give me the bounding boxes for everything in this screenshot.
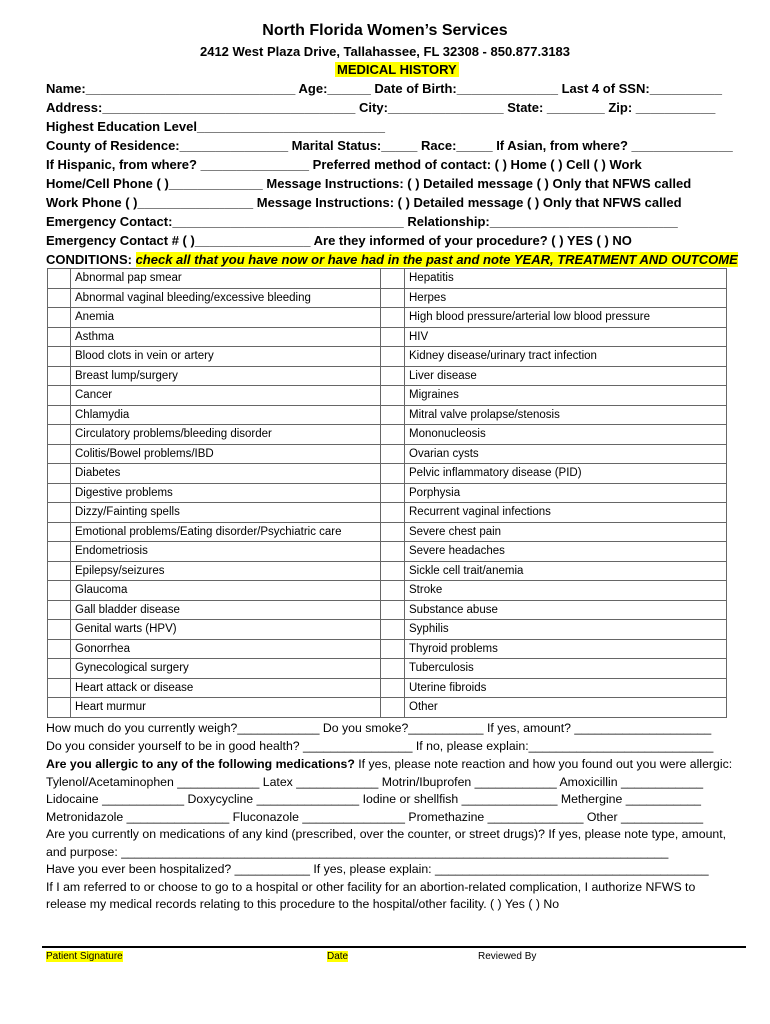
condition-label: Circulatory problems/bleeding disorder (71, 425, 381, 445)
condition-label: Abnormal pap smear (71, 269, 381, 289)
question-medications: Are you currently on medications of any kind (prescribed, over the counter, or street drugs)? If yes, please note type, amount, (46, 827, 727, 841)
conditions-table (47, 268, 727, 718)
condition-row (48, 620, 727, 640)
condition-checkbox[interactable] (48, 444, 71, 464)
condition-label: Gynecological surgery (71, 659, 381, 679)
condition-label: Gonorrhea (71, 639, 381, 659)
condition-checkbox[interactable] (48, 522, 71, 542)
condition-label: Anemia (71, 308, 381, 328)
condition-label: Hepatitis (405, 269, 727, 289)
condition-checkbox[interactable] (48, 386, 71, 406)
allergy-question: Are you allergic to any of the following medications? (46, 757, 355, 771)
condition-row (48, 269, 727, 289)
condition-row (48, 327, 727, 347)
field-county-marital-race[interactable]: County of Residence:_______________ Marital Status:_____ Race:_____ If Asian, from where? ______________ (46, 138, 733, 153)
condition-label: Stroke (405, 581, 727, 601)
condition-checkbox[interactable] (48, 620, 71, 640)
reviewed-by-label: Reviewed By (478, 951, 537, 962)
condition-checkbox[interactable] (48, 288, 71, 308)
condition-label: Migraines (405, 386, 727, 406)
condition-row (48, 678, 727, 698)
condition-checkbox[interactable] (381, 503, 405, 523)
condition-row (48, 405, 727, 425)
condition-label: Ovarian cysts (405, 444, 727, 464)
condition-label: Chlamydia (71, 405, 381, 425)
condition-checkbox[interactable] (48, 405, 71, 425)
condition-row (48, 698, 727, 718)
condition-label: Severe headaches (405, 542, 727, 562)
condition-checkbox[interactable] (48, 308, 71, 328)
condition-checkbox[interactable] (381, 386, 405, 406)
condition-row (48, 288, 727, 308)
condition-checkbox[interactable] (381, 620, 405, 640)
condition-label: Diabetes (71, 464, 381, 484)
condition-checkbox[interactable] (381, 561, 405, 581)
condition-label: Breast lump/surgery (71, 366, 381, 386)
condition-row (48, 659, 727, 679)
question-allergy (46, 757, 732, 771)
condition-label: Heart attack or disease (71, 678, 381, 698)
condition-checkbox[interactable] (381, 366, 405, 386)
condition-label: Mononucleosis (405, 425, 727, 445)
condition-checkbox[interactable] (48, 464, 71, 484)
condition-label: Other (405, 698, 727, 718)
condition-checkbox[interactable] (48, 581, 71, 601)
condition-checkbox[interactable] (381, 600, 405, 620)
release-statement-1: If I am referred to or choose to go to a hospital or other facility for an abortion-related complication, I authorize NFWS to (46, 880, 696, 894)
condition-row (48, 366, 727, 386)
conditions-instruction: check all that you have now or have had in the past and note YEAR, TREATMENT AND OUTCOME (135, 252, 738, 267)
condition-checkbox[interactable] (48, 698, 71, 718)
release-statement-2[interactable]: release my medical records relating to this procedure to the hospital/other facility. ( ) Yes ( ) No (46, 897, 560, 911)
condition-label: High blood pressure/arterial low blood pressure (405, 308, 727, 328)
condition-label: Blood clots in vein or artery (71, 347, 381, 367)
condition-checkbox[interactable] (381, 405, 405, 425)
condition-label: Liver disease (405, 366, 727, 386)
condition-label: Gall bladder disease (71, 600, 381, 620)
conditions-header (46, 252, 738, 267)
condition-checkbox[interactable] (48, 503, 71, 523)
condition-checkbox[interactable] (381, 522, 405, 542)
clinic-address: 2412 West Plaza Drive, Tallahassee, FL 32308 - 850.877.3183 (199, 44, 571, 59)
allergy-row-1[interactable]: Tylenol/Acetaminophen ____________ Latex ____________ Motrin/Ibuprofen ____________ Amoxicillin ____________ (46, 775, 704, 789)
condition-label: Cancer (71, 386, 381, 406)
condition-row (48, 483, 727, 503)
field-emergency-number[interactable]: Emergency Contact # ( )________________ Are they informed of your procedure? ( ) YES ( ) NO (46, 233, 632, 248)
condition-label: Epilepsy/seizures (71, 561, 381, 581)
condition-checkbox[interactable] (48, 561, 71, 581)
condition-label: Recurrent vaginal infections (405, 503, 727, 523)
field-emergency-contact[interactable]: Emergency Contact:________________________________ Relationship:__________________________ (46, 214, 678, 229)
condition-checkbox[interactable] (381, 308, 405, 328)
condition-checkbox[interactable] (381, 327, 405, 347)
field-home-phone[interactable]: Home/Cell Phone ( )_____________ Message Instructions: ( ) Detailed message ( ) Only that NFWS called (46, 176, 692, 191)
condition-label: Substance abuse (405, 600, 727, 620)
condition-checkbox[interactable] (381, 483, 405, 503)
condition-checkbox[interactable] (381, 288, 405, 308)
condition-checkbox[interactable] (381, 347, 405, 367)
condition-label: Syphilis (405, 620, 727, 640)
condition-label: Pelvic inflammatory disease (PID) (405, 464, 727, 484)
form-title: MEDICAL HISTORY (337, 62, 457, 77)
condition-label: Emotional problems/Eating disorder/Psychiatric care (71, 522, 381, 542)
conditions-label: CONDITIONS: (46, 252, 132, 267)
condition-label: Thyroid problems (405, 639, 727, 659)
condition-label: Digestive problems (71, 483, 381, 503)
condition-checkbox[interactable] (48, 659, 71, 679)
condition-checkbox[interactable] (48, 483, 71, 503)
condition-checkbox[interactable] (381, 678, 405, 698)
condition-label: Uterine fibroids (405, 678, 727, 698)
field-work-phone[interactable]: Work Phone ( )________________ Message Instructions: ( ) Detailed message ( ) Only that NFWS called (46, 195, 682, 210)
condition-checkbox[interactable] (381, 698, 405, 718)
field-hispanic-contact[interactable]: If Hispanic, from where? _______________ Preferred method of contact: ( ) Home ( ) Cell ( ) Work (46, 157, 642, 172)
condition-label: Dizzy/Fainting spells (71, 503, 381, 523)
condition-label: Colitis/Bowel problems/IBD (71, 444, 381, 464)
signature-line (42, 946, 746, 948)
field-name-age-dob-ssn[interactable]: Name:_____________________________ Age:______ Date of Birth:______________ Last 4 of SSN:__________ (46, 81, 722, 96)
condition-checkbox[interactable] (381, 581, 405, 601)
condition-checkbox[interactable] (48, 269, 71, 289)
condition-label: Porphysia (405, 483, 727, 503)
condition-label: Tuberculosis (405, 659, 727, 679)
condition-row (48, 542, 727, 562)
question-health[interactable]: Do you consider yourself to be in good health? ________________ If no, please explain:___________________________ (46, 739, 714, 753)
condition-checkbox[interactable] (381, 269, 405, 289)
condition-checkbox[interactable] (381, 425, 405, 445)
condition-checkbox[interactable] (381, 444, 405, 464)
condition-row (48, 600, 727, 620)
condition-row (48, 425, 727, 445)
condition-label: Mitral valve prolapse/stenosis (405, 405, 727, 425)
condition-row (48, 639, 727, 659)
condition-label: Sickle cell trait/anemia (405, 561, 727, 581)
condition-label: Abnormal vaginal bleeding/excessive bleeding (71, 288, 381, 308)
condition-label: HIV (405, 327, 727, 347)
condition-row (48, 347, 727, 367)
question-hospitalized[interactable]: Have you ever been hospitalized? ___________ If yes, please explain: ________________________________________ (46, 862, 709, 876)
condition-label: Endometriosis (71, 542, 381, 562)
question-weight-smoke[interactable]: How much do you currently weigh?____________ Do you smoke?___________ If yes, amount? ____________________ (46, 721, 712, 735)
condition-checkbox[interactable] (48, 600, 71, 620)
condition-row (48, 522, 727, 542)
condition-row (48, 561, 727, 581)
condition-checkbox[interactable] (381, 639, 405, 659)
condition-checkbox[interactable] (48, 678, 71, 698)
condition-checkbox[interactable] (48, 639, 71, 659)
condition-checkbox[interactable] (48, 327, 71, 347)
condition-checkbox[interactable] (381, 464, 405, 484)
condition-checkbox[interactable] (48, 542, 71, 562)
medications-purpose[interactable]: and purpose: ________________________________________________________________________________ (46, 845, 669, 859)
field-address[interactable]: Address:___________________________________ City:________________ State: ________ Zip: ___________ (46, 100, 716, 115)
condition-checkbox[interactable] (48, 366, 71, 386)
condition-label: Kidney disease/urinary tract infection (405, 347, 727, 367)
condition-checkbox[interactable] (381, 659, 405, 679)
condition-label: Herpes (405, 288, 727, 308)
condition-row (48, 444, 727, 464)
condition-row (48, 503, 727, 523)
condition-label: Severe chest pain (405, 522, 727, 542)
condition-label: Glaucoma (71, 581, 381, 601)
condition-checkbox[interactable] (381, 542, 405, 562)
patient-signature-label: Patient Signature (46, 951, 123, 962)
clinic-name: North Florida Women’s Services (262, 22, 508, 39)
allergy-row-3[interactable]: Metronidazole _______________ Fluconazole _______________ Promethazine ______________ Other ____________ (46, 810, 704, 824)
condition-label: Genital warts (HPV) (71, 620, 381, 640)
allergy-row-2[interactable]: Lidocaine ____________ Doxycycline _______________ Iodine or shellfish ______________ Methergine ___________ (46, 792, 702, 806)
allergy-instruction: If yes, please note reaction and how you found out you were allergic: (354, 757, 733, 771)
condition-row (48, 464, 727, 484)
condition-label: Heart murmur (71, 698, 381, 718)
condition-row (48, 386, 727, 406)
condition-label: Asthma (71, 327, 381, 347)
date-label: Date (327, 951, 349, 962)
field-education[interactable]: Highest Education Level__________________________ (46, 119, 385, 134)
condition-row (48, 581, 727, 601)
condition-checkbox[interactable] (48, 425, 71, 445)
condition-checkbox[interactable] (48, 347, 71, 367)
condition-row (48, 308, 727, 328)
